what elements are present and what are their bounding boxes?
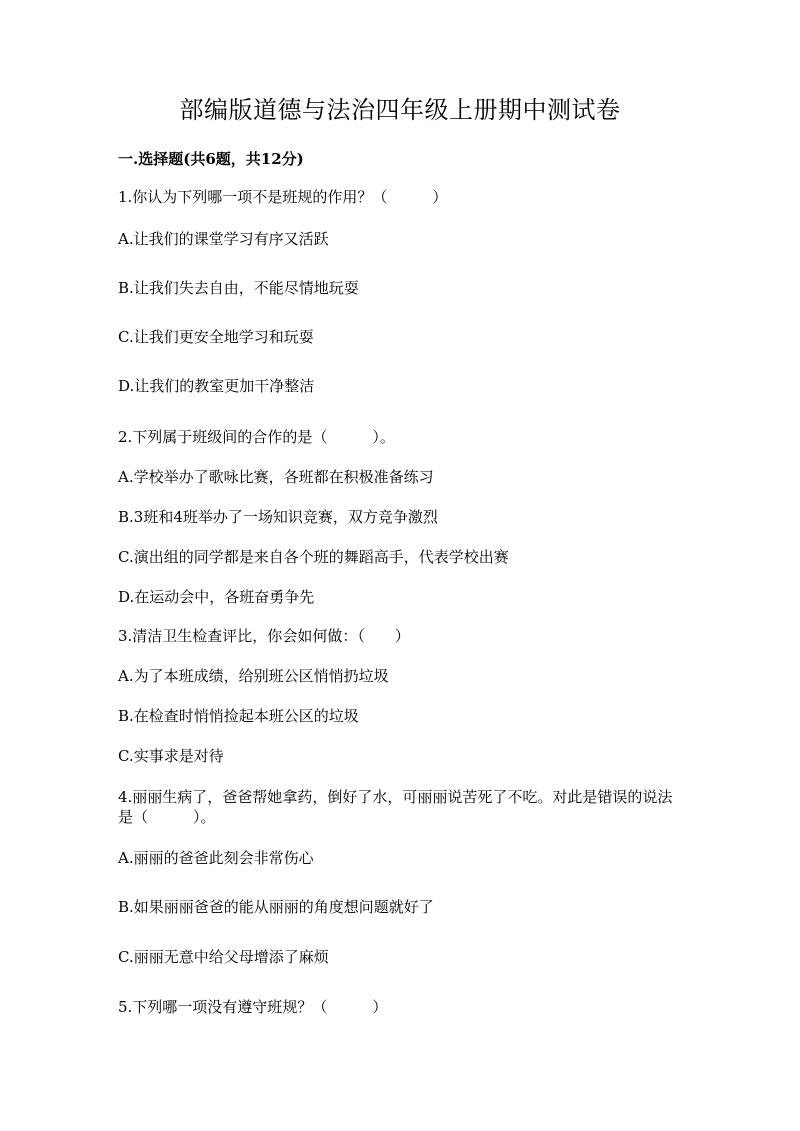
question-4-option-a: A.丽丽的爸爸此刻会非常伤心 (118, 849, 314, 867)
question-3-stem: 3.清洁卫生检查评比，你会如何做：（ ） (118, 627, 410, 645)
question-2-option-b: B.3班和4班举办了一场知识竞赛，双方竞争激烈 (118, 508, 438, 526)
question-3-option-a: A.为了本班成绩，给别班公区悄悄扔垃圾 (118, 667, 389, 685)
question-3-option-b: B.在检查时悄悄捡起本班公区的垃圾 (118, 707, 359, 725)
question-2-option-a: A.学校举办了歌咏比赛，各班都在积极准备练习 (118, 468, 434, 486)
question-4-stem: 4.丽丽生病了，爸爸帮她拿药，倒好了水，可丽丽说苦死了不吃。对此是错误的说法是（ ）。 (118, 788, 673, 826)
question-1-option-d: D.让我们的教室更加干净整洁 (118, 377, 315, 395)
section-heading: 一.选择题(共6题，共12分) (118, 150, 304, 168)
page-title: 部编版道德与法治四年级上册期中测试卷 (179, 96, 621, 124)
question-4-option-b: B.如果丽丽爸爸的能从丽丽的角度想问题就好了 (118, 898, 434, 916)
question-1-stem: 1.你认为下列哪一项不是班规的作用？（ ） (118, 188, 448, 206)
question-1-option-a: A.让我们的课堂学习有序又活跃 (118, 230, 329, 248)
question-2-stem: 2.下列属于班级间的合作的是（ ）。 (118, 428, 395, 446)
question-2-option-d: D.在运动会中，各班奋勇争先 (118, 588, 315, 606)
question-1-option-b: B.让我们失去自由，不能尽情地玩耍 (118, 279, 359, 297)
question-3-option-c: C.实事求是对待 (118, 747, 224, 765)
question-1-option-c: C.让我们更安全地学习和玩耍 (118, 328, 314, 346)
question-2-option-c: C.演出组的同学都是来自各个班的舞蹈高手，代表学校出赛 (118, 548, 509, 566)
question-5-stem: 5.下列哪一项没有遵守班规？（ ） (118, 998, 388, 1016)
question-4-option-c: C.丽丽无意中给父母增添了麻烦 (118, 948, 329, 966)
